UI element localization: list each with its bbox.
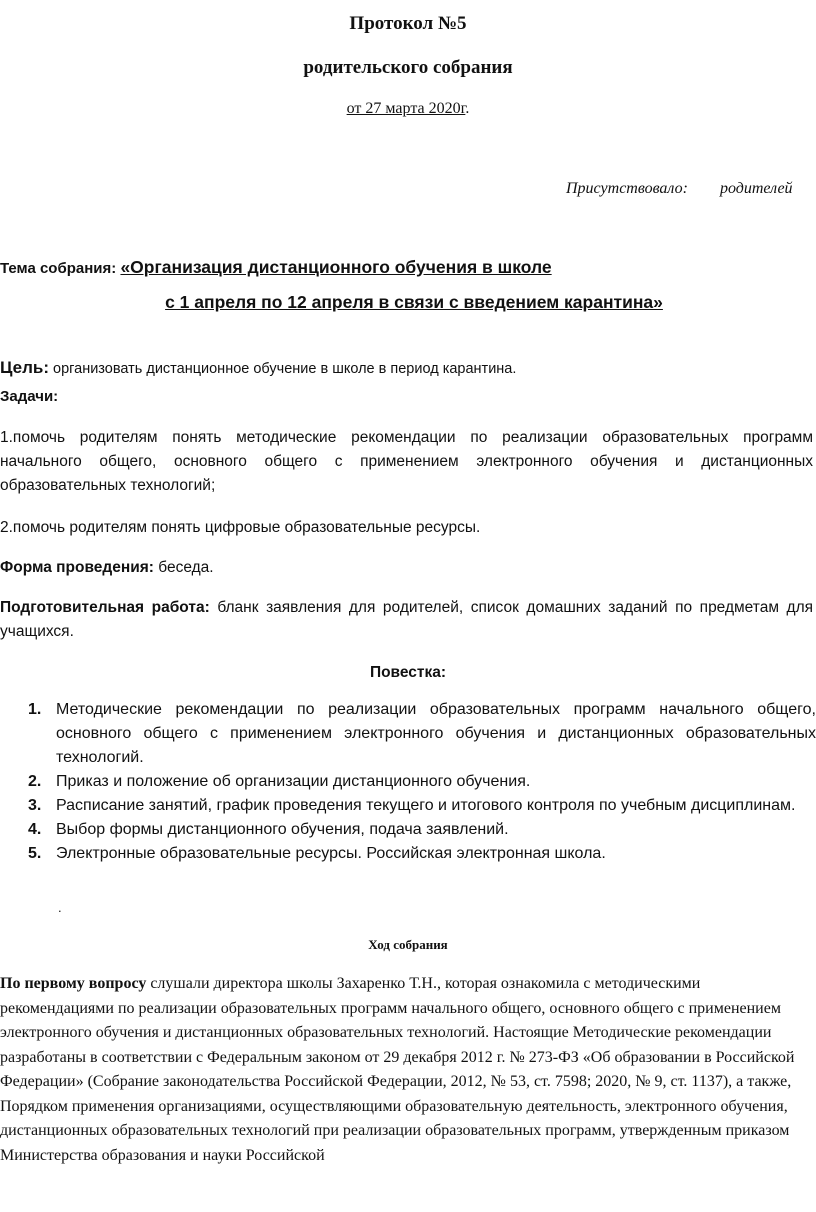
topic-label: Тема собрания: (0, 260, 121, 277)
prep-label: Подготовительная работа: (0, 599, 210, 616)
agenda-title: Повестка: (369, 664, 447, 681)
agenda-item (18, 794, 816, 818)
attendance-label: Присутствовало: (566, 180, 688, 197)
topic-line-1 (0, 255, 552, 281)
task-item-1: 1.помочь родителям понять методические рекомендации по реализации образовательных программ начального общего, основного общего с применением электронного обучения и дистанционных образовательных технологий; (0, 429, 813, 494)
proceedings-title: Ход собрания (368, 937, 448, 952)
topic-title-line1: «Организация дистанционного обучения в школе (120, 257, 552, 277)
proceedings-paragraph (0, 972, 813, 1168)
attendance-line (566, 178, 793, 200)
goal-label: Цель: (0, 358, 49, 377)
agenda-item (18, 698, 816, 770)
agenda-item (18, 842, 816, 866)
agenda-item (18, 818, 816, 842)
agenda-item-text: Выбор формы дистанционного обучения, подача заявлений. (56, 821, 509, 838)
meeting-date-suffix: . (465, 100, 470, 117)
agenda-item-number: 2. (28, 773, 42, 790)
agenda-item-text: Расписание занятий, график проведения текущего и итогового контроля по учебным дисциплинам. (56, 797, 796, 814)
agenda-item-text: Методические рекомендации по реализации образовательных программ начального общего, основного общего с применением электронного обучения и дистанционных образовательных технологий. (56, 701, 816, 766)
prep-value: бланк заявления для родителей, список домашних заданий по предметам для учащихся. (0, 599, 814, 640)
topic-line-2 (0, 290, 816, 316)
topic-title-line2: с 1 апреля по 12 апреля в связи с введением карантина» (165, 292, 663, 312)
agenda-list (18, 698, 816, 866)
proceedings-text: слушали директора школы Захаренко Т.Н., которая ознакомила с методическими рекомендациями по реализации образовательных программ начального общего, основного общего с применением электронного обучения и дистанционных образовательных технологий. Настоящие Методические рекомендации разработаны в соответствии с Федеральным законом от 29 декабря 2012 г. № 273-ФЗ «Об образовании в Российской Федерации» (Собрание законодательства Российской Федерации, 2012, № 53, ст. 7598; 2020, № 9, ст. 1137), а также, Порядком применения организациями, осуществляющими образовательную деятельность, электронного обучения, дистанционных образовательных технологий при реализации образовательных программ, утвержденным приказом Министерства образования и науки Российской (0, 975, 795, 1164)
task-item-2: 2.помочь родителям понять цифровые образовательные ресурсы. (0, 519, 481, 536)
agenda-trailing-dot: . (58, 900, 62, 915)
form-value: беседа. (153, 559, 214, 576)
form-line (0, 556, 214, 580)
protocol-title: Протокол №5 (349, 13, 467, 34)
attendance-value: родителей (719, 180, 793, 197)
agenda-item-number: 1. (28, 701, 42, 718)
tasks-label: Задачи: (0, 388, 59, 405)
agenda-item-number: 5. (28, 845, 42, 862)
meeting-subtitle: родительского собрания (303, 57, 513, 78)
meeting-date: от 27 марта 2020г (346, 100, 466, 117)
meeting-date-line (0, 98, 816, 120)
agenda-item-text: Приказ и положение об организации дистанционного обучения. (56, 773, 531, 790)
goal-text: организовать дистанционное обучение в школе в период карантина. (49, 361, 517, 377)
form-label: Форма проведения: (0, 559, 154, 576)
agenda-item-number: 4. (28, 821, 42, 838)
agenda-item (18, 770, 816, 794)
agenda-item-text: Электронные образовательные ресурсы. Российская электронная школа. (56, 845, 606, 862)
proceedings-lead: По первому вопросу (0, 975, 147, 992)
goal-line (0, 356, 516, 381)
prep-paragraph (0, 596, 813, 644)
agenda-item-number: 3. (28, 797, 42, 814)
